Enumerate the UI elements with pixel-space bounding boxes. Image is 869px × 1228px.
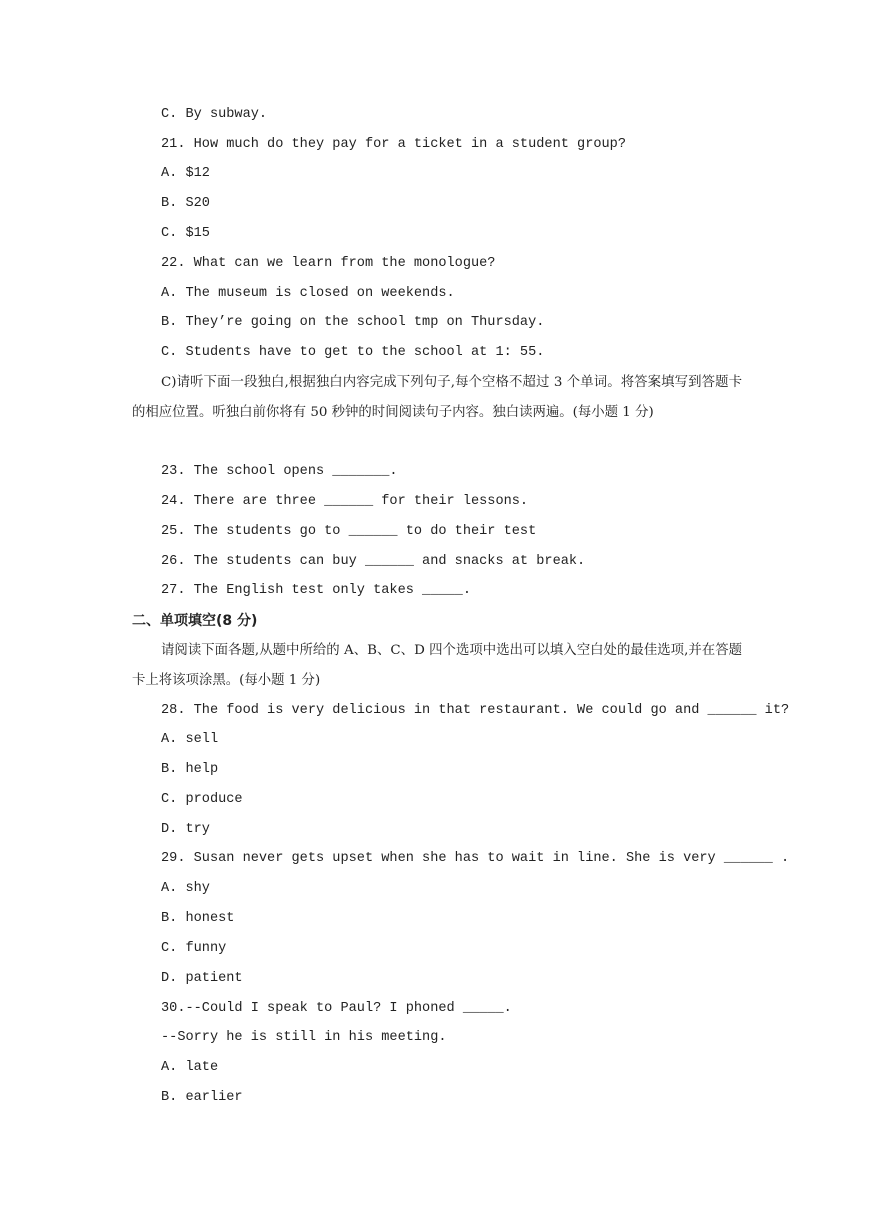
question-24: 24. There are three ______ for their lessons.: [161, 494, 529, 509]
question-22: 22. What can we learn from the monologue?: [161, 256, 496, 271]
part-2-instructions: 请阅读下面各题,从题中所给的 A、B、C、D 四个选项中选出可以填入空白处的最佳选项,并在答题卡上将该项涂黑。(每小题 1 分): [132, 643, 742, 688]
question-25: 25. The students go to ______ to do their test: [161, 524, 537, 539]
question-26: 26. The students can buy ______ and snacks at break.: [161, 554, 586, 569]
option-d-q28: D. try: [161, 822, 210, 837]
option-a-q29: A. shy: [161, 881, 210, 896]
question-27: 27. The English test only takes _____.: [161, 583, 471, 598]
option-c-q22: C. Students have to get to the school at 1: 55.: [161, 345, 545, 360]
question-30-reply: --Sorry he is still in his meeting.: [161, 1030, 447, 1045]
option-c-q21: C. $15: [161, 226, 210, 241]
question-28: 28. The food is very delicious in that restaurant. We could go and ______ it?: [161, 703, 790, 718]
option-c-q28: C. produce: [161, 792, 243, 807]
question-30: 30.--Could I speak to Paul? I phoned _____.: [161, 1001, 512, 1016]
option-d-q29: D. patient: [161, 971, 243, 986]
option-a-q28: A. sell: [161, 732, 219, 747]
option-a-q22: A. The museum is closed on weekends.: [161, 286, 455, 301]
option-b-q30: B. earlier: [161, 1090, 243, 1105]
option-a-q21: A. $12: [161, 166, 210, 181]
part-2-heading: 二、单项填空(8 分): [132, 613, 258, 629]
question-29: 29. Susan never gets upset when she has to wait in line. She is very ______ .: [161, 851, 790, 866]
option-b-q21: B. S20: [161, 196, 210, 211]
option-a-q30: A. late: [161, 1060, 219, 1075]
option-b-q28: B. help: [161, 762, 219, 777]
option-b-q22: B. They’re going on the school tmp on Thursday.: [161, 315, 545, 330]
option-c-q20: C. By subway.: [161, 107, 268, 122]
question-21: 21. How much do they pay for a ticket in a student group?: [161, 137, 626, 152]
section-c-instructions: C)请听下面一段独白,根据独白内容完成下列句子,每个空格不超过 3 个单词。将答案填写到答题卡的相应位置。听独白前你将有 50 秒钟的时间阅读句子内容。独白读两遍。(每小题 1 分): [132, 375, 742, 420]
option-c-q29: C. funny: [161, 941, 227, 956]
question-23: 23. The school opens _______.: [161, 464, 398, 479]
option-b-q29: B. honest: [161, 911, 235, 926]
